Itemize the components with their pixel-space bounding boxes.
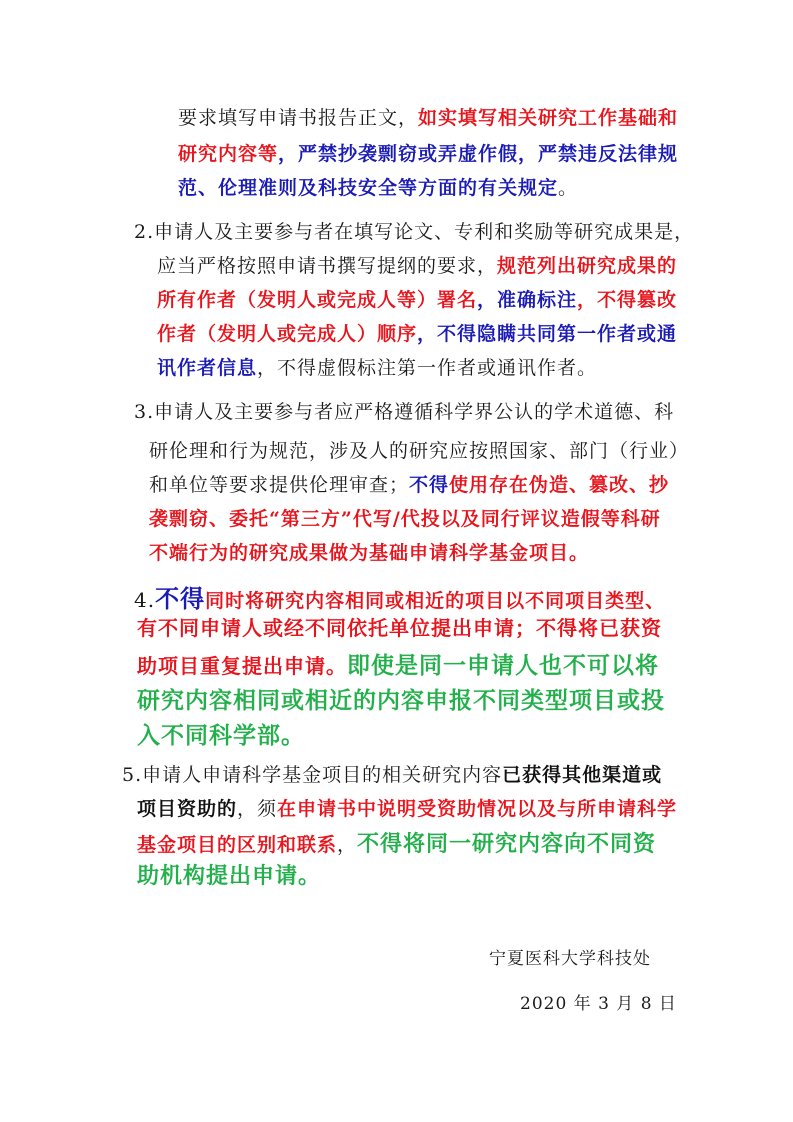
text-segment: 规范列出研究成果的 [497,255,678,277]
text-segment: 讯作者信息 [157,357,258,379]
text-line [137,794,677,821]
text-segment: 使用存在伪造、篡改、抄 [449,474,670,496]
text-segment: 2.申请人及主要参与者在填写论文、专利和奖励等研究成果是， [134,221,695,243]
text-segment: 入不同科学部。 [137,722,305,749]
text-segment: ，不得虚假标注第一作者或通讯作者。 [257,357,598,379]
text-line [157,251,677,278]
text-segment: ，不得篡改 [577,289,678,311]
text-segment: 应当严格按照申请书撰写提纲的要求， [157,255,498,277]
text-segment: 有不同申请人或经不同依托单位提出申请；不得将已获资 [137,616,662,640]
text-line [134,217,694,244]
text-line [178,139,678,166]
signature-date: 2020 年 3 月 8 日 [520,994,677,1014]
text-line [157,285,677,312]
text-segment: ，严禁抄袭剽窃或弄虚作假，严禁违反法律规 [278,143,679,165]
text-line [149,470,669,497]
text-line [137,647,659,680]
signature-org: 宁夏医科大学科技处 [489,949,651,969]
text-segment: 即使是同一申请人也不可以将 [347,652,659,679]
text-segment: 所有作者（发明人或完成人等）署名 [157,289,478,311]
text-line [178,103,678,130]
text-line [122,760,662,787]
text-line [149,538,589,565]
text-segment: 如实填写相关研究工作基础和 [418,107,679,129]
text-line [137,859,321,890]
text-line [134,397,674,424]
text-segment: 范、伦理准则及科技安全等方面的有关规定 [178,177,559,199]
text-segment: 研究内容等 [178,143,279,165]
text-line [137,682,665,715]
text-line [157,319,677,346]
text-segment: 不得 [409,474,450,496]
text-segment: ，须 [237,798,278,820]
text-segment: 不端行为的研究成果做为基础申请科学基金项目。 [149,542,590,564]
text-segment: 助项目重复提出申请。 [137,654,347,678]
text-segment: ，准确标注 [477,289,578,311]
text-segment: 同时将研究内容相同或相近的项目以不同项目类型、 [205,590,666,612]
text-line [149,436,689,463]
text-segment: 作者（发明人或完成人）顺序 [157,323,418,345]
text-segment: 。 [558,177,579,199]
text-segment: 3.申请人及主要参与者应严格遵循科学界公认的学术道德、科 [134,401,675,423]
text-segment: 已获得其他渠道或 [502,764,663,786]
text-segment: 项目资助的 [137,798,238,820]
text-line [157,353,597,380]
text-segment: ， [337,834,358,856]
text-segment: 不得 [155,584,206,613]
text-line [137,717,305,750]
text-line [149,504,661,531]
text-segment: 基金项目的区别和联系 [137,834,338,856]
text-line [137,827,656,858]
text-segment: 要求填写申请书报告正文， [178,107,419,129]
text-segment: 袭剽窃、委托“第三方”代写/代投以及同行评议造假等科研 [149,508,661,530]
text-segment: 在申请书中说明受资助情况以及与所申请科学 [277,798,678,820]
text-segment: ，不得隐瞒共同第一作者或通 [417,323,678,345]
text-segment: 4. [134,588,156,612]
text-segment: 助机构提出申请。 [137,863,322,889]
text-line [178,173,578,200]
text-line [137,612,662,641]
text-segment: 不得将同一研究内容向不同资 [357,831,657,857]
text-line [134,579,665,614]
text-segment: 研伦理和行为规范，涉及人的研究应按照国家、部门（行业） [149,440,690,462]
text-segment: 5.申请人申请科学基金项目的相关研究内容 [122,764,503,786]
text-segment: 和单位等要求提供伦理审查； [149,474,410,496]
text-segment: 研究内容相同或相近的内容申报不同类型项目或投 [137,687,665,714]
